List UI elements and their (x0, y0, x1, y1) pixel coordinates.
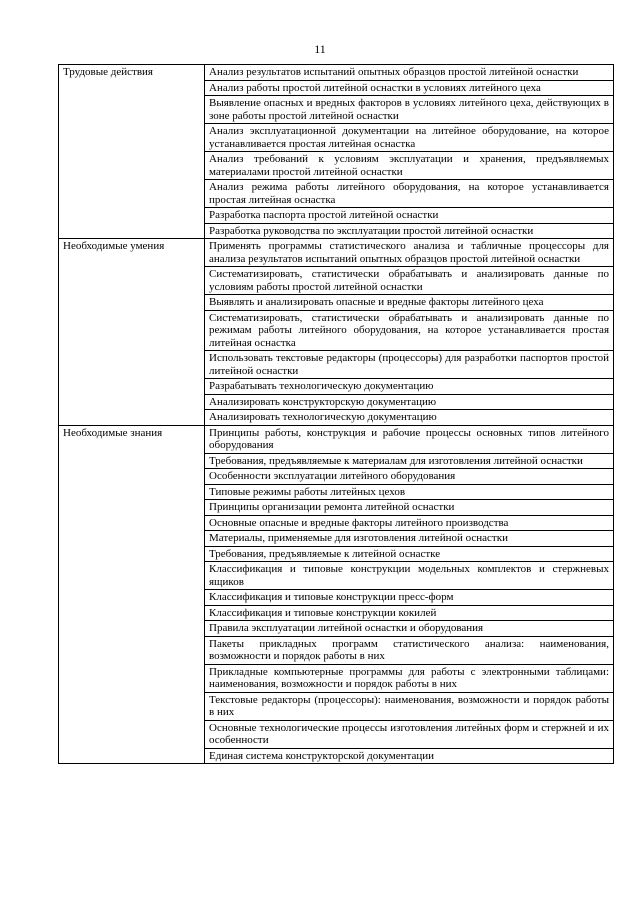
table-cell: Разработка руководства по эксплуатации простой литейной оснастки (205, 223, 614, 239)
table-cell: Особенности эксплуатации литейного оборудования (205, 469, 614, 485)
table-cell: Прикладные компьютерные программы для работы с электронными таблицами: наименования, возможности и порядок работы в них (205, 664, 614, 692)
table-row (59, 239, 614, 267)
competency-table-body (59, 65, 614, 764)
table-cell: Классификация и типовые конструкции пресс-форм (205, 590, 614, 606)
table-cell: Классификация и типовые конструкции кокилей (205, 605, 614, 621)
section-title: Необходимые знания (59, 425, 205, 764)
table-cell: Требования, предъявляемые к литейной оснастке (205, 546, 614, 562)
table-cell: Текстовые редакторы (процессоры): наименования, возможности и порядок работы в них (205, 692, 614, 720)
table-cell: Анализ результатов испытаний опытных образцов простой литейной оснастки (205, 65, 614, 81)
table-cell: Систематизировать, статистически обрабатывать и анализировать данные по условиям работы простой литейной оснастки (205, 267, 614, 295)
competency-table (58, 64, 614, 764)
table-cell: Классификация и типовые конструкции модельных комплектов и стержневых ящиков (205, 562, 614, 590)
section-title: Трудовые действия (59, 65, 205, 239)
table-cell: Анализ требований к условиям эксплуатации и хранения, предъявляемых материалами простой литейной оснастки (205, 152, 614, 180)
table-cell: Правила эксплуатации литейной оснастки и оборудования (205, 621, 614, 637)
table-cell: Разработка паспорта простой литейной оснастки (205, 208, 614, 224)
section-title: Необходимые умения (59, 239, 205, 426)
table-cell: Принципы работы, конструкция и рабочие процессы основных типов литейного оборудования (205, 425, 614, 453)
table-cell: Принципы организации ремонта литейной оснастки (205, 500, 614, 516)
table-cell: Выявлять и анализировать опасные и вредные факторы литейного цеха (205, 295, 614, 311)
table-cell: Основные технологические процессы изготовления литейных форм и стержней и их особенности (205, 720, 614, 748)
table-cell: Разрабатывать технологическую документацию (205, 379, 614, 395)
page-number: 11 (314, 42, 326, 56)
table-cell: Анализировать конструкторскую документацию (205, 394, 614, 410)
table-row (59, 65, 614, 81)
table-cell: Основные опасные и вредные факторы литейного производства (205, 515, 614, 531)
table-cell: Использовать текстовые редакторы (процессоры) для разработки паспортов простой литейной оснастки (205, 351, 614, 379)
table-cell: Пакеты прикладных программ статистического анализа: наименования, возможности и порядок работы в них (205, 636, 614, 664)
table-cell: Анализировать технологическую документацию (205, 410, 614, 426)
table-cell: Материалы, применяемые для изготовления литейной оснастки (205, 531, 614, 547)
table-cell: Анализ работы простой литейной оснастки в условиях литейного цеха (205, 80, 614, 96)
table-cell: Единая система конструкторской документации (205, 748, 614, 764)
table-row (59, 425, 614, 453)
table-cell: Применять программы статистического анализа и табличные процессоры для анализа результатов испытаний опытных образцов простой литейной оснастки (205, 239, 614, 267)
table-cell: Требования, предъявляемые к материалам для изготовления литейной оснастки (205, 453, 614, 469)
table-cell: Систематизировать, статистически обрабатывать и анализировать данные по режимам работы литейного оборудования, на которое устанавливается простая литейная оснастка (205, 310, 614, 351)
table-cell: Типовые режимы работы литейных цехов (205, 484, 614, 500)
table-cell: Выявление опасных и вредных факторов в условиях литейного цеха, действующих в зоне работы простой литейной оснастки (205, 96, 614, 124)
table-cell: Анализ эксплуатационной документации на литейное оборудование, на которое устанавливается простая литейная оснастка (205, 124, 614, 152)
table-cell: Анализ режима работы литейного оборудования, на которое устанавливается простая литейная оснастка (205, 180, 614, 208)
